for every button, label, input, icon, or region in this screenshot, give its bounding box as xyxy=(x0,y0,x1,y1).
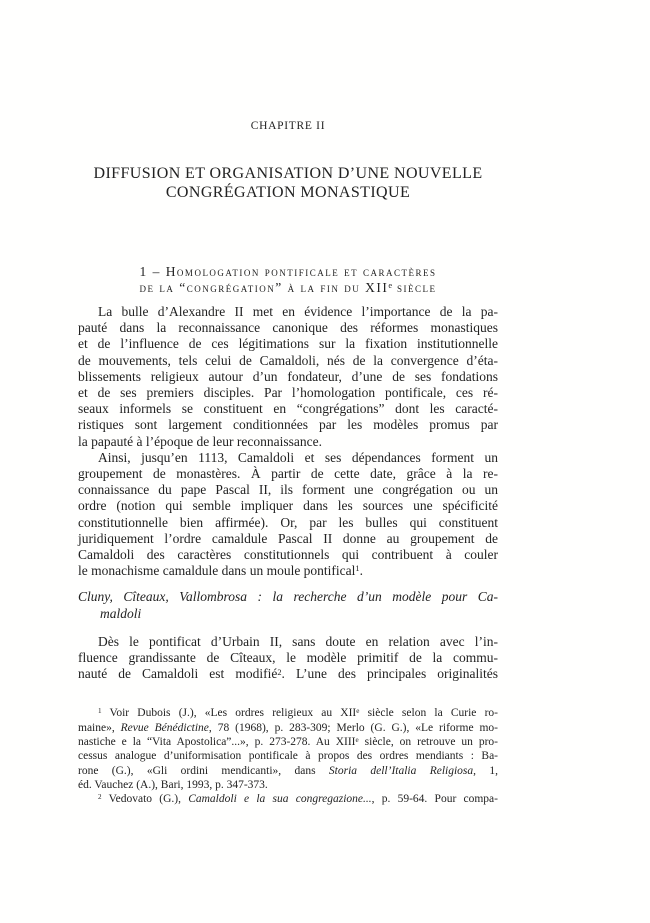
subsection-heading-italic xyxy=(78,589,498,621)
paragraph-1 xyxy=(78,304,498,450)
body-text xyxy=(78,304,498,682)
text-line: fluence grandissante de Cîteaux, le modèle primitif de la commu- xyxy=(78,650,498,666)
text-line: Cluny, Cîteaux, Vallombrosa : la recherche d’un modèle pour Ca- xyxy=(78,589,498,605)
text-line: seaux informels se constituent en “congrégations” dont les caracté- xyxy=(78,401,498,417)
text-line: maldoli xyxy=(100,605,142,621)
chapter-title-line1: DIFFUSION ET ORGANISATION D’UNE NOUVELLE xyxy=(93,165,483,182)
text-line: cessus analogue d’uniformisation pontificale à propos des ordres mendiants : Ba- xyxy=(78,750,498,763)
text-line: rone (G.), «Gli ordini mendicanti», dans Storia dell’Italia Religiosa, 1, xyxy=(78,764,498,777)
text-line: et de l’influence de ces légitimations sur la fixation institutionnelle xyxy=(78,336,498,352)
text-line: ordre (notion qui semble impliquer dans les sources une spécificité xyxy=(78,498,498,514)
text-line: $^1$ Voir Dubois (J.), «Les ordres religieux au XIIe siècle selon la Curie ro- xyxy=(98,707,498,720)
text-line: constitutionnelle bien affirmée). Or, par les bulles qui constituent xyxy=(78,514,498,530)
text-line: maine», Revue Bénédictine, 78 (1968), p. 283-309; Merlo (G. G.), «Le riforme mo- xyxy=(78,721,498,734)
footnotes xyxy=(78,706,498,806)
text-line: Dès le pontificat d’Urbain II, sans doute en relation avec l’in- xyxy=(98,633,498,649)
chapter-title xyxy=(78,164,498,202)
paragraph-2 xyxy=(78,450,498,580)
text-line: groupement de monastères. À partir de cette date, grâce à la re- xyxy=(78,466,498,482)
text-line: connaissance du pape Pascal II, ils forment une congrégation ou un xyxy=(78,482,498,498)
text-line: Ainsi, jusqu’en 1113, Camaldoli et ses dépendances forment un xyxy=(98,449,498,465)
chapter-title-line2: CONGRÉGATION MONASTIQUE xyxy=(165,184,411,201)
text-line: nastiche e la “Vita Apostolica”...», p. 273-278. Au XIIIe siècle, on retrouve un pro- xyxy=(78,735,498,749)
section-heading-line2-text: de la “congrégation” à la fin du XII xyxy=(139,280,389,295)
section-heading-line1: 1 – Homologation pontificale et caractères xyxy=(139,264,437,279)
text-line: pauté dans la reconnaissance canonique des réformes monastiques xyxy=(78,320,498,336)
chapter-label: CHAPITRE II xyxy=(250,120,326,132)
footnote-2 xyxy=(78,792,498,806)
paragraph-3 xyxy=(78,634,498,683)
text-line: blissements religieux autour d’un fondateur, d’une de ses fondations xyxy=(78,368,498,384)
text-line: La bulle d’Alexandre II met en évidence l’importance de la pa- xyxy=(98,304,498,319)
text-line: Camaldoli des caractères constitutionnels qui contribuent à couler xyxy=(78,547,498,563)
section-heading-line2 xyxy=(78,280,498,296)
text-line: nauté de Camaldoli est modifié$^2$. L’une des principales originalités xyxy=(78,666,498,682)
text-line: $^2$ Vedovato (G.), Camaldoli e la sua congregazione..., p. 59-64. Pour compa- xyxy=(98,793,498,806)
text-line: ristiques sont largement conditionnées par les modèles promus par xyxy=(78,417,498,433)
text-line: éd. Vauchez (A.), Bari, 1993, p. 347-373. xyxy=(78,778,268,791)
text-column xyxy=(78,0,498,807)
text-line: le monachisme camaldule dans un moule pontifical$^1$. xyxy=(78,563,363,579)
section-heading xyxy=(78,264,498,296)
text-line: et de ses premiers disciples. Par l’homologation pontificale, ces ré- xyxy=(78,385,498,401)
section-heading-line2-end: siècle xyxy=(392,280,437,295)
text-line: juridiquement l’ordre camaldule Pascal II donne au groupement de xyxy=(78,530,498,546)
section-heading-ordinal-sup: e xyxy=(388,281,393,291)
footnote-1 xyxy=(78,706,498,792)
text-line: la papauté à l’époque de leur reconnaissance. xyxy=(78,433,323,449)
text-line: de mouvements, tels celui de Camaldoli, nés de la convergence d’éta- xyxy=(78,352,498,368)
